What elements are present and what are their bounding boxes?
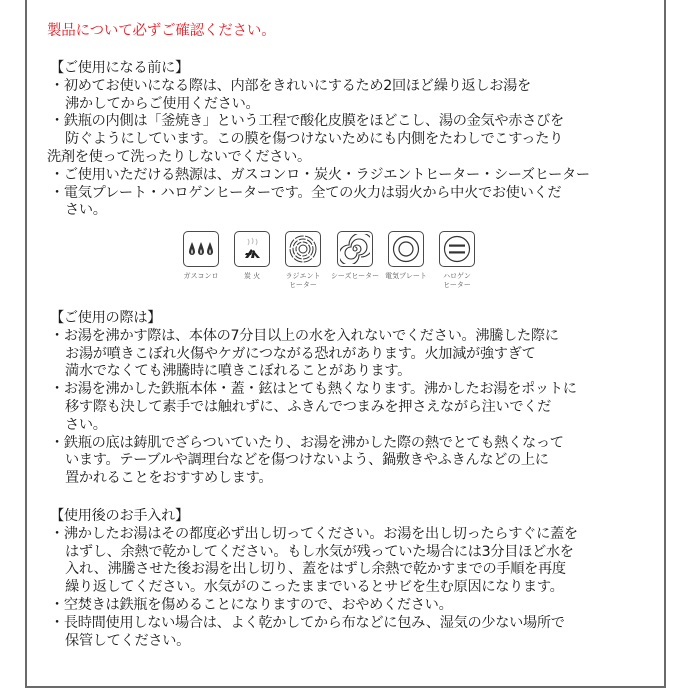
heat-source-radiant: [278, 231, 328, 290]
text-line: ・鉄瓶の内側は「釜焼き」という工程で酸化皮膜をほどこし、湯の金気や赤さびを: [50, 113, 564, 130]
heat-source-icons: [180, 231, 480, 295]
charcoal-fire-icon: [234, 231, 270, 267]
text-line: 防ぐようにしています。この膜を傷つけないためにも内側をたわしでこすったり: [65, 131, 563, 148]
electric-plate-icon: [388, 231, 424, 267]
sheathed-heater-icon: [337, 231, 373, 267]
text-line: 入れ、沸騰させた後お湯を出し切り、蓋をはずし余熱で乾かすまでの手順を再度: [65, 561, 566, 578]
text-line: ・初めてお使いになる際は、内部をきれいにするため2回ほど繰り返しお湯を: [50, 77, 531, 94]
text-line: ・お湯を沸かした鉄瓶本体・蓋・鉉はとても熱くなります。沸かしたお湯をポットに: [50, 381, 577, 398]
heat-source-charcoal: [227, 231, 277, 281]
text-line: 移す際も決して素手では触れずに、ふきんでつまみを押さえながら注いでくだ: [65, 398, 552, 415]
text-line: お湯が噴きこぼれ火傷やケガにつながる恐れがあります。火加減が強すぎて: [65, 345, 536, 362]
heat-source-electric-plate: [381, 231, 431, 281]
heat-source-label: ヒーター: [443, 281, 471, 289]
text-line: 洗剤を使って洗ったりしないでください。: [47, 148, 311, 165]
heat-source-label: ガスコンロ: [183, 272, 219, 280]
text-line: さい。: [65, 416, 107, 433]
text-line: はずし、余熱で乾かしてください。もし水気が残っていた場合には3分目ほど水を: [65, 543, 574, 560]
section-heading: 【ご使用になる前に】: [50, 60, 189, 76]
text-line: ・沸かしたお湯はその都度必ず出し切ってください。お湯を出し切ったらすぐに蓋を: [50, 525, 578, 542]
section-heading: 【ご使用の際は】: [50, 310, 162, 326]
heat-source-gas: [176, 231, 226, 281]
heat-source-label: ヒーター: [289, 281, 317, 289]
text-line: 保管してください。: [65, 632, 190, 649]
heat-source-sheathed: [330, 231, 380, 281]
gas-stove-icon: [183, 231, 219, 267]
text-line: ・お湯を沸かす際は、本体の7分目以上の水を入れないでください。沸騰した際に: [50, 327, 559, 344]
section-heading: 【使用後のお手入れ】: [50, 508, 189, 524]
text-line: さい。: [65, 202, 107, 219]
heat-source-label: ラジエント: [285, 272, 321, 280]
section-during-use: [50, 310, 670, 488]
heat-source-label: 電気プレート: [385, 272, 427, 280]
heat-source-label: シーズヒーター: [330, 272, 380, 280]
text-line: 満水でなくても沸騰時に噴きこぼれることがあります。: [65, 363, 412, 380]
text-line: ・長時間使用しない場合は、よく乾かしてから布などに包み、湿気の少ない場所で: [50, 614, 565, 631]
radiant-heater-icon: [285, 231, 321, 267]
text-line: ・空焚きは鉄瓶を傷めることになりますので、おやめください。: [50, 596, 453, 613]
heat-source-halogen: [432, 231, 482, 290]
section-after-use-care: [50, 508, 670, 650]
halogen-heater-icon: [439, 231, 475, 267]
text-line: 繰り返してください。水気がのこったままでいるとサビを生む原因になります。: [65, 579, 564, 596]
section-before-use: [47, 60, 670, 220]
text-line: 沸かしてからご使用ください。: [65, 95, 260, 112]
heat-source-label: 炭 火: [243, 272, 261, 280]
text-line: 置かれることをおすすめします。: [65, 470, 273, 487]
text-line: います。テーブルや調理台などを傷つけないよう、鍋敷きやふきんなどの上に: [65, 452, 549, 469]
text-line: ・ご使用いただける熱源は、ガスコンロ・炭火・ラジエントヒーター・シーズヒーター: [50, 166, 590, 183]
text-line: ・鉄瓶の底は鋳肌でざらついていたり、お湯を沸かした際の熱でとても熱くなって: [50, 434, 564, 451]
page-title: 製品について必ずご確認ください。: [47, 23, 276, 39]
heat-source-label: ハロゲン: [443, 272, 471, 280]
text-line: ・電気プレート・ハロゲンヒーターです。全ての火力は弱火から中火でお使いくだ: [50, 184, 562, 201]
